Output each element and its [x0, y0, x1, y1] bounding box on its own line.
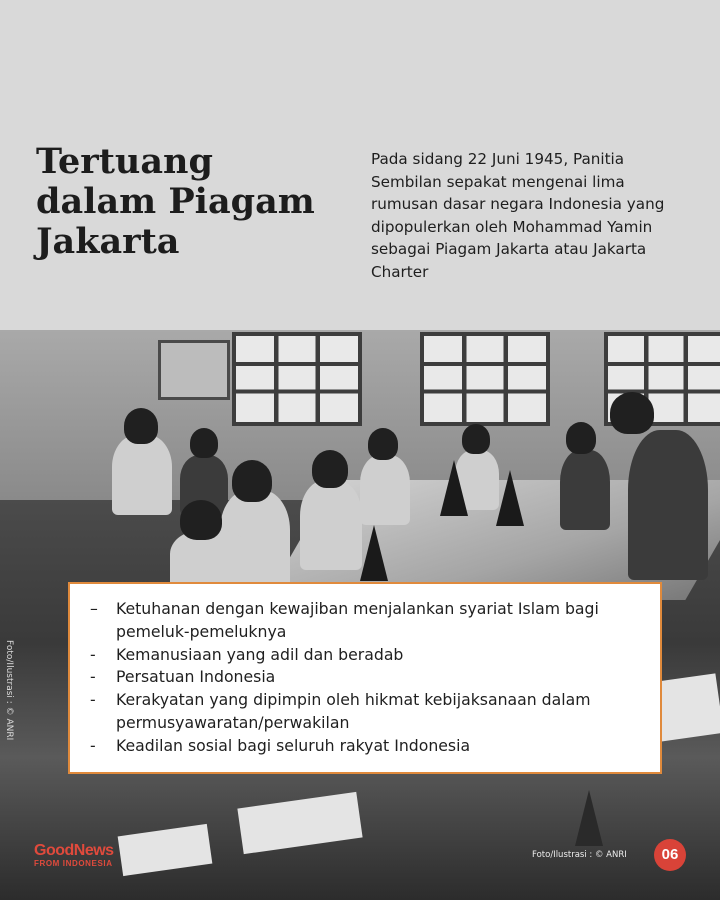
list-item [90, 666, 640, 689]
page-title [36, 142, 336, 262]
header-band [0, 0, 720, 330]
list-bullet: - [90, 735, 96, 755]
wall-frame [158, 340, 230, 400]
window-center [420, 332, 550, 426]
title-line-2: dalam Piagam [36, 181, 315, 222]
list-bullet: - [90, 644, 96, 664]
logo-wordmark: GoodNews [34, 842, 114, 859]
goodnews-logo [34, 842, 114, 868]
list-item-text: Kerakyatan yang dipimpin oleh hikmat kebijaksanaan dalam permusyawaratan/perwakilan [116, 690, 591, 732]
list-item [90, 689, 640, 735]
page-number-badge: 06 [654, 839, 686, 871]
list-bullet: - [90, 667, 96, 687]
title-line-1: Tertuang [36, 141, 213, 182]
list-bullet: – [90, 599, 98, 618]
piagam-list-box [68, 582, 662, 774]
list-item-text: Persatuan Indonesia [116, 667, 276, 687]
piagam-list [70, 584, 660, 758]
side-photo-credit: Foto/Ilustrasi : © ANRI [4, 640, 14, 741]
list-item-text: Kemanusiaan yang adil dan beradab [116, 644, 404, 664]
intro-paragraph: Pada sidang 22 Juni 1945, Panitia Sembilan sepakat mengenai lima rumusan dasar negara Indonesia yang dipopulerkan oleh Mohammad Yamin sebagai Piagam Jakarta atau Jakarta Charter [371, 150, 665, 281]
photo-credit: Foto/Ilustrasi : © ANRI [532, 850, 627, 860]
list-item [90, 644, 640, 667]
logo-tagline: FROM INDONESIA [34, 859, 113, 868]
list-item-text: Ketuhanan dengan kewajiban menjalankan syariat Islam bagi pemeluk-pemeluknya [116, 599, 599, 641]
list-item [90, 598, 640, 644]
window-left [232, 332, 362, 426]
list-item-text: Keadilan sosial bagi seluruh rakyat Indonesia [116, 735, 471, 755]
list-bullet: - [90, 690, 96, 710]
list-item [90, 735, 640, 758]
title-line-3: Jakarta [36, 221, 180, 262]
